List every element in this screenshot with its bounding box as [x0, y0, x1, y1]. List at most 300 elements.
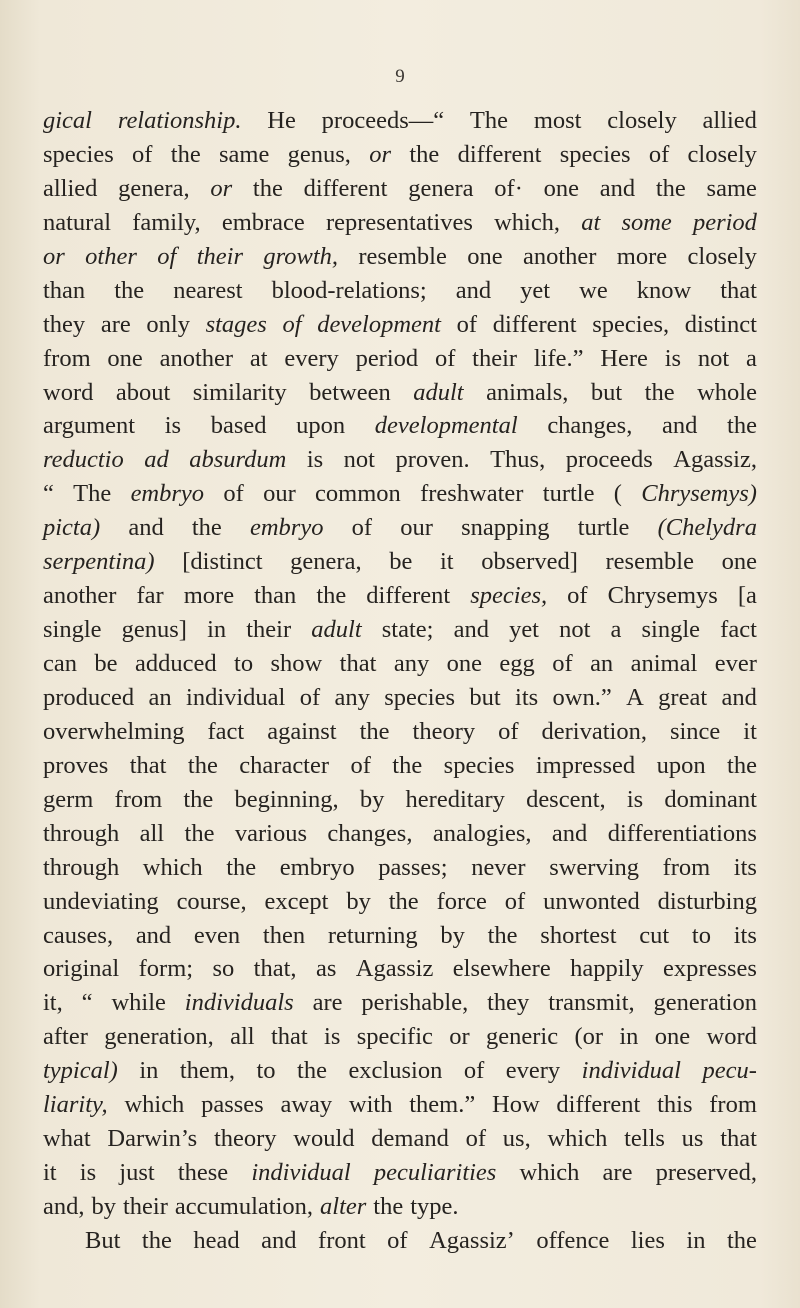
word: know: [636, 276, 692, 304]
word: species: [559, 140, 631, 168]
word: in: [139, 1057, 159, 1085]
word: us,: [502, 1125, 531, 1153]
page-number: 9: [395, 66, 405, 87]
word: expresses: [663, 955, 757, 983]
word: all: [230, 1023, 255, 1051]
word: never: [471, 853, 526, 881]
word: generation: [653, 989, 757, 1017]
word: by: [346, 887, 371, 915]
word: unwonted: [543, 887, 640, 915]
word: form;: [138, 955, 194, 983]
word: different: [492, 310, 577, 338]
text-line: [43, 477, 757, 511]
word: that: [339, 650, 377, 677]
word: front: [318, 1226, 366, 1254]
text-line: [43, 1190, 757, 1224]
word: and: [551, 819, 588, 847]
word: Agassiz: [355, 955, 434, 983]
word: happily: [570, 955, 644, 983]
word: [distinct: [182, 548, 263, 576]
word: developmental: [374, 412, 518, 440]
word: as: [315, 955, 337, 983]
word: while: [111, 989, 166, 1017]
word: changes,: [327, 819, 413, 847]
word: which: [124, 1091, 185, 1119]
word: in: [207, 616, 227, 644]
word: show: [270, 650, 323, 677]
word: fact: [207, 717, 245, 745]
word: closely: [607, 107, 677, 134]
word: it: [743, 717, 757, 745]
word: embryo: [279, 853, 355, 881]
word: snapping: [461, 514, 550, 542]
word: genera,: [118, 174, 190, 202]
word: argument: [43, 412, 136, 440]
word: by: [440, 921, 465, 949]
word: Chrysemys: [607, 582, 718, 610]
word: more: [616, 242, 668, 270]
word: it,: [43, 989, 63, 1017]
word: most: [533, 107, 582, 134]
word: undeviating: [43, 887, 159, 915]
word: and: [599, 174, 636, 202]
word: and: [721, 683, 757, 711]
word: one: [654, 1023, 691, 1051]
word: another: [522, 242, 597, 270]
word: all: [139, 819, 165, 847]
word: produced: [43, 683, 135, 711]
word: the: [226, 853, 257, 881]
word: proves: [43, 751, 109, 779]
word: the: [191, 514, 222, 542]
word: every: [284, 344, 339, 372]
word: their: [123, 1193, 168, 1220]
word: and,: [43, 1193, 85, 1220]
word: the: [487, 921, 518, 949]
word: they: [43, 310, 86, 338]
word: development: [317, 310, 441, 338]
word: an: [148, 683, 172, 711]
word: of: [351, 514, 373, 542]
word: is: [79, 1159, 97, 1187]
text-line: [43, 986, 757, 1020]
word: the: [170, 140, 201, 168]
word: not: [697, 344, 730, 372]
word: or: [210, 174, 233, 202]
word: natural: [43, 208, 112, 236]
word: is: [306, 446, 324, 474]
word: any: [334, 683, 370, 711]
word: based: [210, 412, 267, 440]
word: [a: [737, 582, 757, 610]
word: of: [157, 242, 177, 270]
word: than: [254, 582, 297, 610]
word: the: [388, 887, 419, 915]
word: more: [183, 582, 235, 610]
word: embrace: [221, 208, 305, 236]
word: the: [392, 751, 423, 779]
word: peculiarities: [373, 1159, 497, 1187]
word: causes,: [43, 921, 114, 949]
word: relationship.: [117, 107, 242, 134]
word: of: [387, 1226, 408, 1254]
text-line: [43, 308, 757, 342]
word: passes: [201, 1091, 264, 1119]
word: in: [619, 1023, 639, 1051]
word: which,: [494, 208, 561, 236]
word: but: [590, 378, 623, 406]
word: absurdum: [189, 446, 287, 474]
word: of: [463, 1057, 485, 1085]
word: species: [443, 751, 515, 779]
text-line: [43, 647, 757, 681]
word: be: [389, 548, 413, 576]
word: some: [621, 208, 672, 236]
word: hereditary: [405, 785, 505, 813]
word: Here: [600, 344, 648, 372]
word: not: [343, 446, 375, 474]
word: turtle: [542, 480, 595, 508]
word: proceeds—“: [321, 107, 445, 134]
word: different: [366, 582, 451, 610]
word: of: [498, 717, 519, 745]
word: same: [706, 174, 757, 202]
text-line: [43, 1122, 757, 1156]
word: with: [348, 1091, 393, 1119]
word: exclusion: [348, 1057, 443, 1085]
word: descent,: [526, 785, 606, 813]
word: what: [43, 1125, 91, 1153]
word: shortest: [540, 921, 617, 949]
word: after: [43, 1023, 88, 1051]
body-text: [43, 104, 757, 1258]
text-line: [43, 579, 757, 613]
word: beginning,: [234, 785, 339, 813]
word: from: [709, 1091, 757, 1119]
word: the: [655, 174, 686, 202]
word: theory: [412, 717, 476, 745]
word: the: [183, 785, 214, 813]
word: another: [159, 344, 234, 372]
word: similarity: [192, 378, 287, 406]
word: demand: [371, 1125, 449, 1153]
word: genera: [408, 174, 474, 202]
word: ad: [144, 446, 169, 474]
word: word: [706, 1023, 757, 1051]
word: through: [43, 853, 120, 881]
text-line: [43, 1156, 757, 1190]
word: and: [128, 514, 164, 542]
word: closely: [687, 242, 757, 270]
word: the: [644, 378, 675, 406]
word: Thus,: [490, 446, 546, 474]
word: we: [579, 276, 608, 304]
word: But: [85, 1226, 121, 1254]
word: period: [355, 344, 419, 372]
word: by: [91, 1193, 116, 1220]
word: closely: [687, 140, 757, 168]
word: an: [590, 650, 614, 677]
word: against: [267, 717, 337, 745]
word: stages: [205, 310, 267, 338]
word: only: [146, 310, 190, 338]
word: then: [262, 921, 306, 949]
word: allied: [43, 174, 98, 202]
text-line: [43, 274, 757, 308]
word: between: [309, 378, 391, 406]
word: original: [43, 955, 120, 983]
word: except: [264, 887, 329, 915]
word: genus]: [121, 616, 187, 644]
word: species,: [592, 310, 670, 338]
word: from: [43, 344, 91, 372]
word: is: [164, 412, 182, 440]
word: “: [43, 480, 54, 508]
word: one: [543, 174, 579, 202]
word: would: [293, 1125, 355, 1153]
word: Darwin’s: [107, 1125, 198, 1153]
word: dominant: [664, 785, 757, 813]
word: state;: [381, 616, 434, 644]
word: allied: [702, 107, 757, 134]
word: individual: [251, 1159, 351, 1187]
word: accumulation,: [174, 1193, 314, 1220]
word: returning: [327, 921, 418, 949]
text-line: [43, 1224, 757, 1258]
word: it: [43, 1159, 57, 1187]
word: are: [100, 310, 131, 338]
word: every: [505, 1057, 561, 1085]
word: force: [436, 887, 487, 915]
word: and: [455, 276, 492, 304]
word: egg: [499, 650, 535, 677]
word: nearest: [173, 276, 243, 304]
text-line: [43, 240, 757, 274]
text-line: [43, 104, 757, 138]
word: germ: [43, 785, 94, 813]
word: or: [449, 1023, 470, 1051]
word: is: [324, 1023, 341, 1051]
word: adult: [311, 616, 362, 644]
word: the: [297, 1057, 327, 1085]
word: alter: [320, 1193, 367, 1220]
word: elsewhere: [452, 955, 551, 983]
word: our: [400, 514, 433, 542]
word: cut: [639, 921, 670, 949]
word: one: [107, 344, 143, 372]
word: The: [73, 480, 112, 508]
word: swerving: [549, 853, 640, 881]
word: various: [234, 819, 307, 847]
word: the: [727, 1226, 757, 1254]
word: by: [359, 785, 385, 813]
word: is: [664, 344, 682, 372]
text-line: [43, 749, 757, 783]
word: same: [219, 140, 270, 168]
word: whole: [697, 378, 757, 406]
word: be: [94, 650, 118, 677]
text-line: [43, 851, 757, 885]
word: resemble: [605, 548, 694, 576]
word: species: [384, 683, 455, 711]
word: another: [43, 582, 117, 610]
word: of: [350, 751, 371, 779]
word: can: [43, 650, 77, 677]
word: which: [142, 853, 203, 881]
word: embryo: [249, 514, 324, 542]
word: animals,: [486, 378, 569, 406]
word: but: [469, 683, 501, 711]
word: of: [504, 887, 526, 915]
word: single: [43, 616, 102, 644]
text-line: [43, 511, 757, 545]
word: course,: [176, 887, 247, 915]
word: just: [119, 1159, 155, 1187]
word: its: [515, 683, 539, 711]
word: genus,: [287, 140, 351, 168]
text-line: [43, 376, 757, 410]
text-line: [43, 817, 757, 851]
word: the: [184, 819, 215, 847]
word: overwhelming: [43, 717, 185, 745]
word: of: [567, 582, 588, 610]
word: from: [662, 853, 711, 881]
word: disturbing: [657, 887, 757, 915]
word: one: [721, 548, 757, 576]
word: away: [280, 1091, 333, 1119]
word: of: [434, 344, 456, 372]
word: one: [467, 242, 503, 270]
word: (: [613, 480, 622, 508]
word: from: [114, 785, 163, 813]
word: adult: [413, 378, 464, 406]
word: family,: [132, 208, 201, 236]
word: the: [409, 140, 440, 168]
word: other: [85, 242, 137, 270]
word: or: [369, 140, 392, 168]
word: of: [132, 140, 153, 168]
word: a: [745, 344, 757, 372]
word: generation,: [104, 1023, 214, 1051]
text-line: [43, 342, 757, 376]
word: gical: [43, 107, 92, 134]
word: embryo: [130, 480, 205, 508]
word: blood-relations;: [271, 276, 427, 304]
text-line: [43, 443, 757, 477]
word: us: [681, 1125, 704, 1153]
word: individual: [186, 683, 286, 711]
word: different: [457, 140, 542, 168]
word: A: [626, 683, 644, 711]
word: is: [626, 785, 644, 813]
word: the: [252, 174, 283, 202]
word: resemble: [358, 242, 447, 270]
word: their: [196, 242, 243, 270]
word: the: [359, 717, 390, 745]
word: the: [316, 582, 347, 610]
text-line: [43, 545, 757, 579]
word: Agassiz,: [673, 446, 757, 474]
word: the: [373, 1193, 404, 1220]
word: to: [256, 1057, 276, 1085]
word: that,: [253, 955, 297, 983]
word: species,: [470, 582, 548, 610]
word: their: [246, 616, 292, 644]
word: reductio: [43, 446, 124, 474]
word: its: [733, 853, 757, 881]
word: the: [187, 751, 218, 779]
word: Chrysemys): [641, 480, 757, 508]
text-line: [43, 952, 757, 986]
word: freshwater: [420, 480, 524, 508]
word: yet: [520, 276, 551, 304]
word: of: [552, 650, 573, 677]
word: genera,: [290, 548, 362, 576]
word: analogies,: [432, 819, 532, 847]
word: life.”: [533, 344, 584, 372]
word: our: [263, 480, 296, 508]
word: individual: [581, 1057, 681, 1085]
word: that: [270, 1023, 308, 1051]
word: its: [733, 921, 757, 949]
word: them.”: [409, 1091, 476, 1119]
word: head: [193, 1226, 240, 1254]
word: passes;: [378, 853, 448, 881]
word: word: [43, 378, 94, 406]
text-line: [43, 783, 757, 817]
word: and: [453, 616, 489, 644]
word: are: [312, 989, 343, 1017]
word: representatives: [325, 208, 473, 236]
word: upon: [656, 751, 706, 779]
word: He: [267, 107, 296, 134]
word: that: [129, 751, 167, 779]
word: derivation,: [541, 717, 647, 745]
word: own.”: [552, 683, 612, 711]
text-line: [43, 885, 757, 919]
word: even: [193, 921, 241, 949]
text-line: [43, 172, 757, 206]
word: of: [223, 480, 244, 508]
word: this: [657, 1091, 693, 1119]
word: and: [261, 1226, 297, 1254]
word: serpentina): [43, 548, 155, 576]
word: (Chelydra: [657, 514, 757, 542]
word: the: [727, 751, 757, 779]
word: of: [648, 140, 670, 168]
word: that: [720, 1125, 757, 1153]
word: picta): [43, 514, 101, 542]
word: liarity,: [43, 1091, 108, 1119]
word: their: [472, 344, 518, 372]
word: adduced: [134, 650, 217, 677]
word: specific: [356, 1023, 433, 1051]
word: it: [440, 548, 454, 576]
word: to: [234, 650, 254, 677]
word: the: [727, 412, 757, 440]
word: changes,: [547, 412, 633, 440]
word: growth,: [263, 242, 339, 270]
word: impressed: [535, 751, 636, 779]
word: theory: [213, 1125, 277, 1153]
word: the: [114, 276, 145, 304]
word: and: [135, 921, 172, 949]
word: at: [249, 344, 268, 372]
word: transmit,: [548, 989, 635, 1017]
text-line: [43, 1088, 757, 1122]
word: a: [610, 616, 622, 644]
word: observed]: [481, 548, 578, 576]
